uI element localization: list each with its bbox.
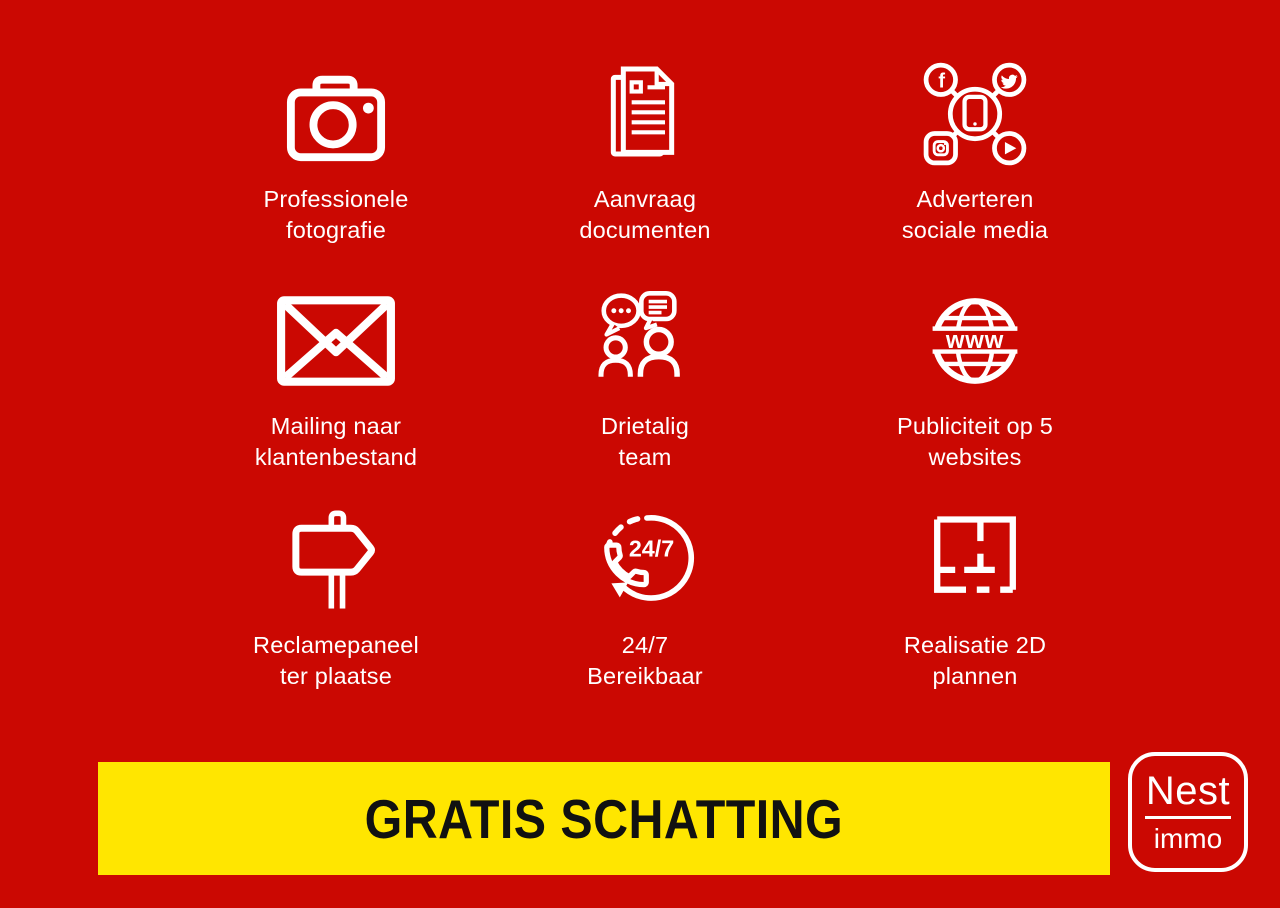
- feature-label-line1: Realisatie 2D: [903, 632, 1047, 658]
- documents-icon: [485, 56, 805, 172]
- feature-label-line1: Mailing naar: [270, 413, 402, 439]
- feature-realisatie-2d-plannen: [815, 502, 1135, 692]
- feature-label-line2: plannen: [932, 663, 1018, 689]
- feature-label-line2: sociale media: [901, 217, 1049, 243]
- feature-professionele-fotografie: [176, 56, 496, 246]
- feature-reclamepaneel: [176, 502, 496, 692]
- twitter-bird-glyph: [1001, 75, 1018, 89]
- logo-name: Nest: [1145, 769, 1231, 813]
- globe-www-icon: [815, 283, 1135, 399]
- feature-label-line2: websites: [928, 444, 1022, 470]
- www-text: www: [945, 327, 1005, 355]
- feature-label-line1: Professionele: [263, 186, 409, 212]
- feature-label-line2: documenten: [579, 217, 711, 243]
- logo-divider: [1145, 816, 1231, 819]
- feature-label-line1: 24/7: [621, 632, 669, 658]
- envelope-icon: [176, 283, 496, 399]
- floorplan-icon: [815, 502, 1135, 618]
- feature-label: [176, 411, 496, 473]
- feature-label-line1: Drietalig: [601, 413, 689, 439]
- feature-label: [485, 630, 805, 692]
- feature-label-line2: Bereikbaar: [587, 663, 703, 689]
- camera-icon: [176, 56, 496, 172]
- feature-label-line1: Publiciteit op 5: [896, 413, 1054, 439]
- logo-sub: immo: [1153, 823, 1223, 854]
- feature-label: [176, 184, 496, 246]
- feature-label-line2: klantenbestand: [254, 444, 418, 470]
- feature-label-line1: Adverteren: [916, 186, 1034, 212]
- feature-adverteren-sociale-media: [815, 56, 1135, 246]
- feature-mailing-klantenbestand: [176, 283, 496, 473]
- feature-drietalig-team: [485, 283, 805, 473]
- feature-label: [485, 184, 805, 246]
- feature-label: [815, 630, 1135, 692]
- play-glyph: [1005, 142, 1016, 154]
- team-chat-icon: [485, 283, 805, 399]
- feature-label-line2: fotografie: [286, 217, 386, 243]
- feature-aanvraag-documenten: [485, 56, 805, 246]
- feature-label: [815, 184, 1135, 246]
- facebook-f-glyph: f: [938, 70, 946, 93]
- gratis-schatting-banner: [98, 762, 1110, 875]
- feature-label-line2: ter plaatse: [280, 663, 392, 689]
- signpost-icon: [176, 502, 496, 618]
- feature-label: [485, 411, 805, 473]
- nest-immo-logo: [1128, 752, 1248, 872]
- feature-publiciteit-websites: [815, 283, 1135, 473]
- phone-247-text: 24/7: [628, 535, 675, 562]
- feature-247-bereikbaar: [485, 502, 805, 692]
- phone-247-icon: [485, 502, 805, 618]
- feature-label-line1: Reclamepaneel: [253, 632, 419, 658]
- feature-label: [176, 630, 496, 692]
- social-media-icon: [815, 56, 1135, 172]
- banner-label: GRATIS SCHATTING: [364, 787, 844, 850]
- feature-label-line2: team: [618, 444, 672, 470]
- feature-label: [815, 411, 1135, 473]
- feature-label-line1: Aanvraag: [593, 186, 697, 212]
